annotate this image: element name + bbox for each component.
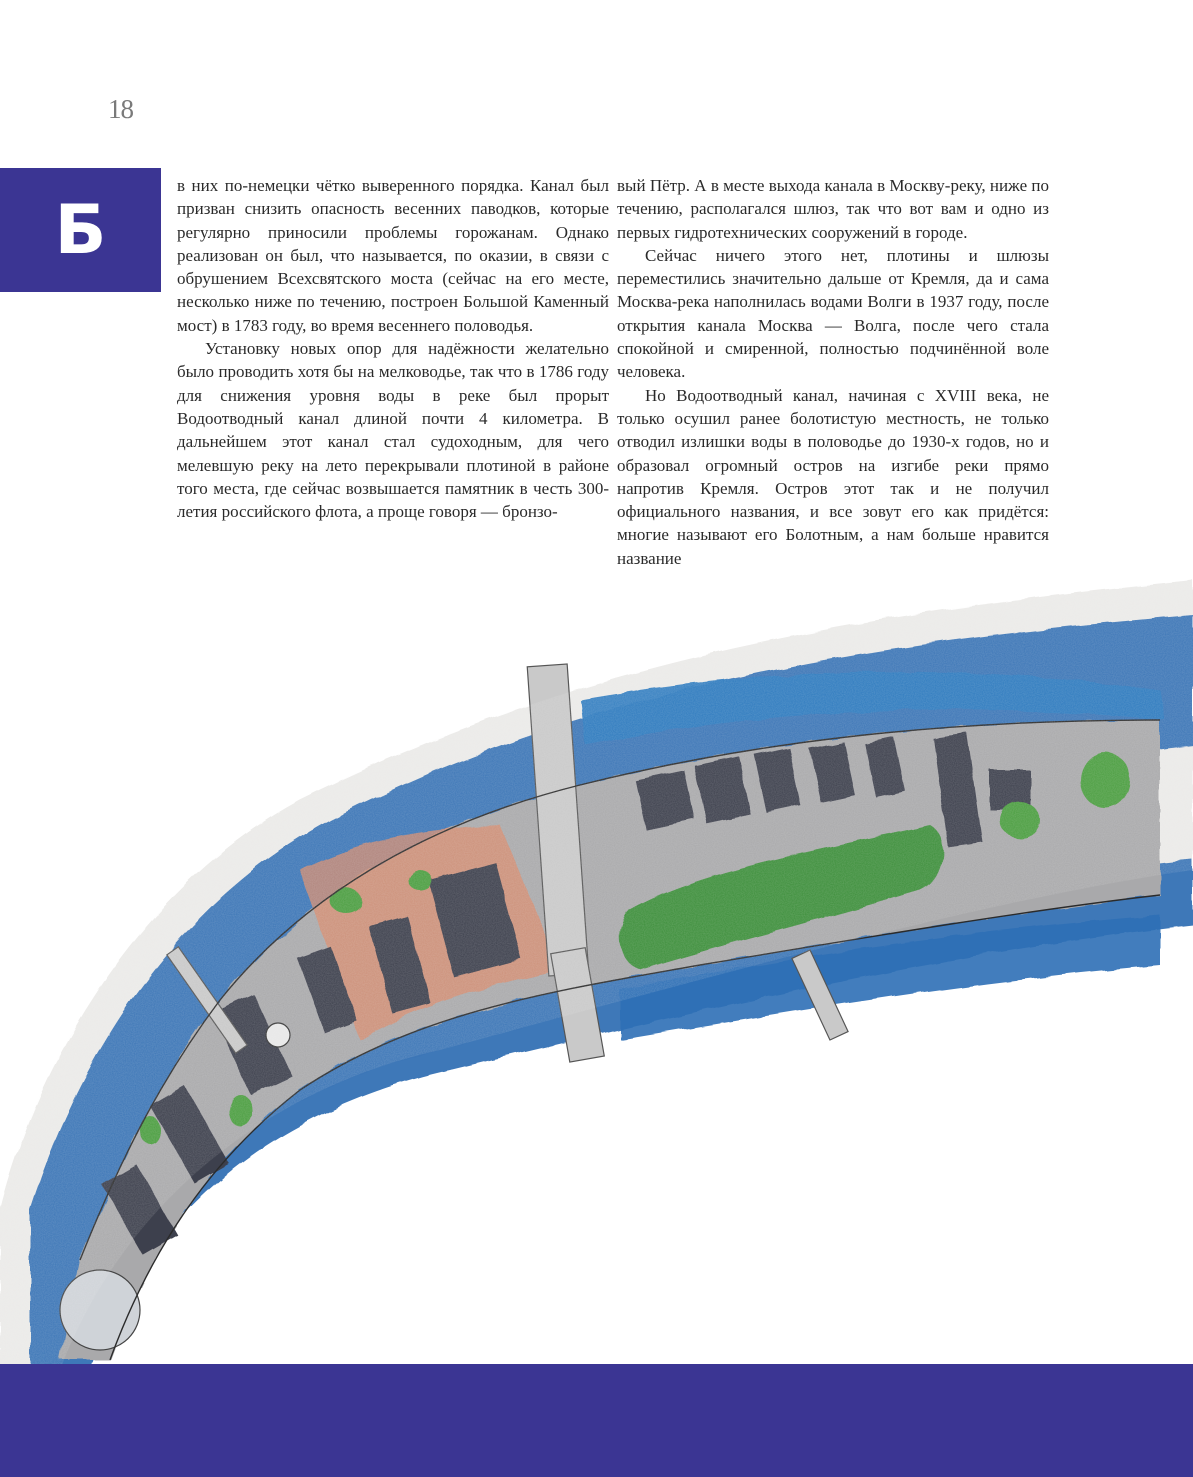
bottom-color-band bbox=[0, 1364, 1193, 1477]
island-map-illustration bbox=[0, 570, 1193, 1370]
paragraph: Установку новых опор для надёжности желательно было проводить хотя бы на мелководье, так что в 1786 году для снижения уровня воды в реке был прорыт Водоотводный канал длиной почти 4 километра. В дальнейшем этот канал стал судоходным, для чего мелевшую реку на лето перекрывали плотиной в районе того места, где сейчас возвышается памятник в честь 300-летия российского флота, а проще говоря — бронзо- bbox=[177, 339, 609, 522]
paragraph: вый Пётр. А в месте выхода канала в Москву-реку, ниже по течению, располагался шлюз, так что вот вам и одно из первых гидротехнических сооружений в городе. bbox=[617, 176, 1049, 242]
paragraph: в них по-немецки чётко выверенного порядка. Канал был призван снизить опасность весенних паводков, которые регулярно приносили проблемы горожанам. Однако реализован он был, что называется, по оказии, в связи с обрушением Всехсвятского моста (сейчас на его месте, несколько ниже по течению, построен Большой Каменный мост) в 1783 году, во время весеннего половодья. bbox=[177, 176, 609, 335]
paragraph: Но Водоотводный канал, начиная с XVIII века, не только осушил ранее болотистую местность, не только отводил излишки воды в половодье до 1930-х годов, но и образовал огромный остров на изгибе реки прямо напротив Кремля. Остров этот так и не получил официального названия, и все зовут его как придётся: многие называют его Болотным, а нам больше нравится название bbox=[617, 385, 1049, 568]
text-column-right bbox=[617, 174, 1049, 570]
text-column-left bbox=[177, 174, 609, 523]
page-number: 18 bbox=[108, 94, 133, 124]
paragraph: Сейчас ничего этого нет, плотины и шлюзы переместились значительно дальше от Кремля, да и сама Москва-река наполнилась водами Волги в 1937 году, после открытия канала Москва — Волга, после чего стала спокойной и смиренной, полностью подчинённой воле человека. bbox=[617, 245, 1049, 382]
section-letter: Б bbox=[54, 190, 107, 270]
watercolor-island-map-icon bbox=[0, 570, 1193, 1370]
section-letter-block bbox=[0, 168, 161, 292]
